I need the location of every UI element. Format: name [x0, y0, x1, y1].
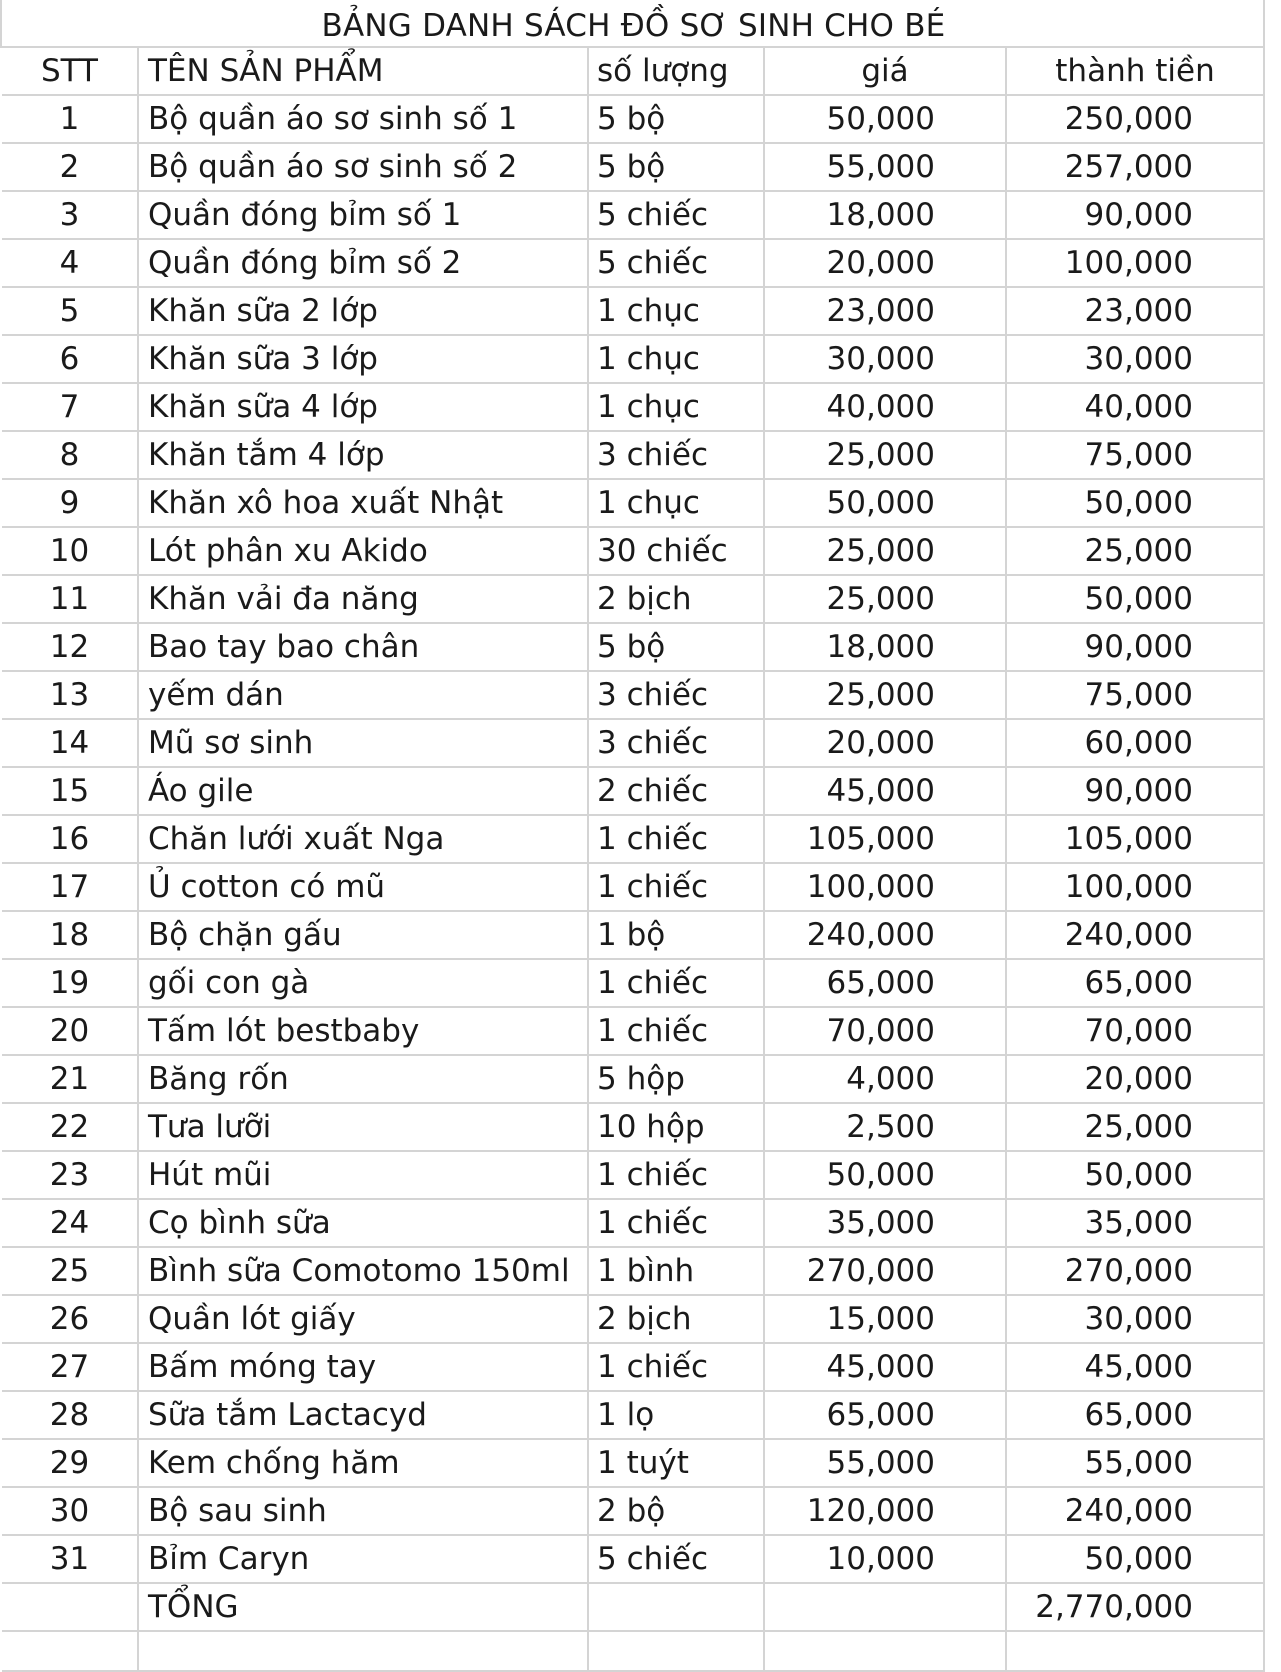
- cell-price[interactable]: 70,000: [764, 1007, 1006, 1055]
- cell-quantity[interactable]: 2 bịch: [588, 575, 764, 623]
- cell-price[interactable]: 45,000: [764, 1343, 1006, 1391]
- cell-total[interactable]: 45,000: [1006, 1343, 1264, 1391]
- cell-price[interactable]: 65,000: [764, 959, 1006, 1007]
- cell-quantity[interactable]: 1 chục: [588, 383, 764, 431]
- grand-total[interactable]: 2,770,000: [1006, 1583, 1264, 1631]
- cell-total[interactable]: 50,000: [1006, 479, 1264, 527]
- cell-price[interactable]: 65,000: [764, 1391, 1006, 1439]
- cell-quantity[interactable]: 10 hộp: [588, 1103, 764, 1151]
- cell-quantity[interactable]: 3 chiếc: [588, 719, 764, 767]
- cell-quantity[interactable]: 1 chục: [588, 479, 764, 527]
- cell-empty[interactable]: [2, 1583, 138, 1631]
- cell-price[interactable]: 10,000: [764, 1535, 1006, 1583]
- cell-product-name[interactable]: Mũ sơ sinh: [138, 719, 588, 767]
- cell-quantity[interactable]: 5 chiếc: [588, 1535, 764, 1583]
- table-row: [2, 527, 1264, 575]
- table-row: [2, 143, 1264, 191]
- cell-quantity[interactable]: 2 bộ: [588, 1487, 764, 1535]
- cell-price[interactable]: 40,000: [764, 383, 1006, 431]
- cell-price[interactable]: 15,000: [764, 1295, 1006, 1343]
- cell-product-name[interactable]: Tấm lót bestbaby: [138, 1007, 588, 1055]
- cell-total[interactable]: 240,000: [1006, 1487, 1264, 1535]
- cell-empty[interactable]: [588, 1583, 764, 1631]
- cell-quantity[interactable]: 1 chục: [588, 287, 764, 335]
- table-row: [2, 479, 1264, 527]
- header-total[interactable]: thành tiền: [1006, 48, 1264, 95]
- cell-stt[interactable]: 27: [2, 1343, 138, 1391]
- table-row: [2, 1055, 1264, 1103]
- cell-stt[interactable]: 25: [2, 1247, 138, 1295]
- cell-total[interactable]: 50,000: [1006, 1535, 1264, 1583]
- cell-price[interactable]: 45,000: [764, 767, 1006, 815]
- cell-product-name[interactable]: yếm dán: [138, 671, 588, 719]
- cell-product-name[interactable]: Áo gile: [138, 767, 588, 815]
- cell-total[interactable]: 65,000: [1006, 1391, 1264, 1439]
- cell-price[interactable]: 4,000: [764, 1055, 1006, 1103]
- cell-quantity[interactable]: 1 chiếc: [588, 815, 764, 863]
- table-row: [2, 287, 1264, 335]
- cell-total[interactable]: 50,000: [1006, 1151, 1264, 1199]
- cell-product-name[interactable]: Bình sữa Comotomo 150ml: [138, 1247, 588, 1295]
- cell-stt[interactable]: 8: [2, 431, 138, 479]
- cell-product-name[interactable]: Băng rốn: [138, 1055, 588, 1103]
- cell-product-name[interactable]: Tưa lưỡi: [138, 1103, 588, 1151]
- cell-quantity[interactable]: 1 tuýt: [588, 1439, 764, 1487]
- cell-product-name[interactable]: Khăn tắm 4 lớp: [138, 431, 588, 479]
- table-row: [2, 671, 1264, 719]
- cell-quantity[interactable]: 1 chiếc: [588, 1343, 764, 1391]
- cell-product-name[interactable]: Quần lót giấy: [138, 1295, 588, 1343]
- cell-stt[interactable]: 12: [2, 623, 138, 671]
- cell-price[interactable]: 55,000: [764, 1439, 1006, 1487]
- cell-price[interactable]: 18,000: [764, 191, 1006, 239]
- table-row: [2, 191, 1264, 239]
- cell-price[interactable]: 55,000: [764, 143, 1006, 191]
- cell-total[interactable]: 270,000: [1006, 1247, 1264, 1295]
- cell-quantity[interactable]: 1 chiếc: [588, 1199, 764, 1247]
- cell-product-name[interactable]: Bỉm Caryn: [138, 1535, 588, 1583]
- cell-stt[interactable]: 17: [2, 863, 138, 911]
- cell-quantity[interactable]: 1 lọ: [588, 1391, 764, 1439]
- cell-empty[interactable]: [764, 1583, 1006, 1631]
- cell-quantity[interactable]: 30 chiếc: [588, 527, 764, 575]
- cell-total[interactable]: 40,000: [1006, 383, 1264, 431]
- table-row: [2, 1103, 1264, 1151]
- cell-product-name[interactable]: Quần đóng bỉm số 2: [138, 239, 588, 287]
- table-row: [2, 431, 1264, 479]
- cell-price[interactable]: 30,000: [764, 335, 1006, 383]
- cell-total[interactable]: 25,000: [1006, 527, 1264, 575]
- cell-total[interactable]: 65,000: [1006, 959, 1264, 1007]
- cell-price[interactable]: 50,000: [764, 1151, 1006, 1199]
- cell-stt[interactable]: 29: [2, 1439, 138, 1487]
- cell-product-name[interactable]: Cọ bình sữa: [138, 1199, 588, 1247]
- cell-quantity[interactable]: 5 bộ: [588, 95, 764, 143]
- cell-stt[interactable]: 14: [2, 719, 138, 767]
- cell-total[interactable]: 250,000: [1006, 95, 1264, 143]
- cell-product-name[interactable]: Hút mũi: [138, 1151, 588, 1199]
- cell-stt[interactable]: 2: [2, 143, 138, 191]
- cell-price[interactable]: 25,000: [764, 575, 1006, 623]
- cell-total[interactable]: 20,000: [1006, 1055, 1264, 1103]
- cell-price[interactable]: 25,000: [764, 527, 1006, 575]
- cell-price[interactable]: 240,000: [764, 911, 1006, 959]
- table-row: [2, 1439, 1264, 1487]
- table-row: [2, 1343, 1264, 1391]
- table-row: [2, 959, 1264, 1007]
- cell-quantity[interactable]: 1 chiếc: [588, 1007, 764, 1055]
- cell-product-name[interactable]: Bộ sau sinh: [138, 1487, 588, 1535]
- cell-total[interactable]: 100,000: [1006, 863, 1264, 911]
- cell-price[interactable]: 120,000: [764, 1487, 1006, 1535]
- table-row: [2, 911, 1264, 959]
- empty-row: [2, 1631, 1264, 1671]
- cell-product-name[interactable]: Bộ quần áo sơ sinh số 2: [138, 143, 588, 191]
- cell-stt[interactable]: 30: [2, 1487, 138, 1535]
- cell-total[interactable]: 30,000: [1006, 1295, 1264, 1343]
- cell-stt[interactable]: 18: [2, 911, 138, 959]
- cell-stt[interactable]: 6: [2, 335, 138, 383]
- cell-price[interactable]: 270,000: [764, 1247, 1006, 1295]
- cell-product-name[interactable]: Khăn sữa 4 lớp: [138, 383, 588, 431]
- cell-price[interactable]: 50,000: [764, 95, 1006, 143]
- total-label[interactable]: TỔNG: [138, 1583, 588, 1631]
- cell-total[interactable]: 75,000: [1006, 431, 1264, 479]
- cell-quantity[interactable]: 3 chiếc: [588, 671, 764, 719]
- cell-product-name[interactable]: Khăn xô hoa xuất Nhật: [138, 479, 588, 527]
- cell-stt[interactable]: 16: [2, 815, 138, 863]
- table-row: [2, 1535, 1264, 1583]
- cell-total[interactable]: 23,000: [1006, 287, 1264, 335]
- table-row: [2, 1151, 1264, 1199]
- table-row: [2, 1391, 1264, 1439]
- cell-price[interactable]: 50,000: [764, 479, 1006, 527]
- cell-empty[interactable]: [2, 1631, 138, 1671]
- cell-stt[interactable]: 24: [2, 1199, 138, 1247]
- header-price[interactable]: giá: [764, 48, 1006, 95]
- cell-quantity[interactable]: 1 chiếc: [588, 1151, 764, 1199]
- cell-stt[interactable]: 26: [2, 1295, 138, 1343]
- table-row: [2, 1007, 1264, 1055]
- cell-product-name[interactable]: Bộ chặn gấu: [138, 911, 588, 959]
- cell-stt[interactable]: 15: [2, 767, 138, 815]
- cell-total[interactable]: 257,000: [1006, 143, 1264, 191]
- cell-total[interactable]: 240,000: [1006, 911, 1264, 959]
- cell-product-name[interactable]: Bấm móng tay: [138, 1343, 588, 1391]
- cell-stt[interactable]: 23: [2, 1151, 138, 1199]
- cell-total[interactable]: 100,000: [1006, 239, 1264, 287]
- cell-stt[interactable]: 5: [2, 287, 138, 335]
- cell-price[interactable]: 35,000: [764, 1199, 1006, 1247]
- cell-total[interactable]: 30,000: [1006, 335, 1264, 383]
- header-stt[interactable]: STT: [2, 48, 138, 95]
- cell-product-name[interactable]: Kem chống hăm: [138, 1439, 588, 1487]
- cell-product-name[interactable]: Ủ cotton có mũ: [138, 863, 588, 911]
- cell-quantity[interactable]: 5 bộ: [588, 143, 764, 191]
- table-row: [2, 719, 1264, 767]
- total-row: [2, 1583, 1264, 1631]
- cell-total[interactable]: 75,000: [1006, 671, 1264, 719]
- cell-stt[interactable]: 13: [2, 671, 138, 719]
- cell-stt[interactable]: 1: [2, 95, 138, 143]
- cell-stt[interactable]: 22: [2, 1103, 138, 1151]
- cell-stt[interactable]: 20: [2, 1007, 138, 1055]
- cell-total[interactable]: 90,000: [1006, 767, 1264, 815]
- product-table: [2, 48, 1265, 1672]
- cell-total[interactable]: 105,000: [1006, 815, 1264, 863]
- table-row: [2, 383, 1264, 431]
- cell-stt[interactable]: 21: [2, 1055, 138, 1103]
- cell-price[interactable]: 20,000: [764, 719, 1006, 767]
- cell-product-name[interactable]: Khăn sữa 2 lớp: [138, 287, 588, 335]
- cell-empty[interactable]: [138, 1631, 588, 1671]
- cell-price[interactable]: 25,000: [764, 431, 1006, 479]
- cell-total[interactable]: 90,000: [1006, 191, 1264, 239]
- cell-quantity[interactable]: 5 hộp: [588, 1055, 764, 1103]
- cell-quantity[interactable]: 1 chục: [588, 335, 764, 383]
- table-row: [2, 863, 1264, 911]
- table-row: [2, 95, 1264, 143]
- cell-price[interactable]: 18,000: [764, 623, 1006, 671]
- cell-quantity[interactable]: 1 chiếc: [588, 959, 764, 1007]
- cell-price[interactable]: 105,000: [764, 815, 1006, 863]
- cell-product-name[interactable]: Khăn vải đa năng: [138, 575, 588, 623]
- cell-stt[interactable]: 11: [2, 575, 138, 623]
- cell-total[interactable]: 50,000: [1006, 575, 1264, 623]
- cell-stt[interactable]: 4: [2, 239, 138, 287]
- cell-stt[interactable]: 28: [2, 1391, 138, 1439]
- header-product-name[interactable]: TÊN SẢN PHẨM: [138, 48, 588, 95]
- table-row: [2, 335, 1264, 383]
- cell-price[interactable]: 20,000: [764, 239, 1006, 287]
- table-row: [2, 1199, 1264, 1247]
- spare-column[interactable]: [1263, 0, 1281, 1653]
- cell-price[interactable]: 23,000: [764, 287, 1006, 335]
- cell-stt[interactable]: 3: [2, 191, 138, 239]
- cell-stt[interactable]: 19: [2, 959, 138, 1007]
- cell-quantity[interactable]: 1 bộ: [588, 911, 764, 959]
- cell-product-name[interactable]: Bao tay bao chân: [138, 623, 588, 671]
- cell-quantity[interactable]: 5 chiếc: [588, 239, 764, 287]
- table-row: [2, 815, 1264, 863]
- cell-empty[interactable]: [1006, 1631, 1264, 1671]
- table-row: [2, 767, 1264, 815]
- cell-quantity[interactable]: 2 chiếc: [588, 767, 764, 815]
- cell-product-name[interactable]: Sữa tắm Lactacyd: [138, 1391, 588, 1439]
- table-row: [2, 575, 1264, 623]
- cell-quantity[interactable]: 1 bình: [588, 1247, 764, 1295]
- table-row: [2, 239, 1264, 287]
- cell-quantity[interactable]: 5 bộ: [588, 623, 764, 671]
- cell-quantity[interactable]: 1 chiếc: [588, 863, 764, 911]
- cell-total[interactable]: 25,000: [1006, 1103, 1264, 1151]
- cell-price[interactable]: 25,000: [764, 671, 1006, 719]
- cell-quantity[interactable]: 3 chiếc: [588, 431, 764, 479]
- cell-total[interactable]: 60,000: [1006, 719, 1264, 767]
- cell-stt[interactable]: 31: [2, 1535, 138, 1583]
- cell-total[interactable]: 55,000: [1006, 1439, 1264, 1487]
- cell-total[interactable]: 35,000: [1006, 1199, 1264, 1247]
- sheet-title[interactable]: BẢNG DANH SÁCH ĐỒ SƠ SINH CHO BÉ: [0, 0, 1265, 48]
- cell-price[interactable]: 100,000: [764, 863, 1006, 911]
- cell-empty[interactable]: [764, 1631, 1006, 1671]
- cell-stt[interactable]: 7: [2, 383, 138, 431]
- header-quantity[interactable]: số lượng: [588, 48, 764, 95]
- cell-product-name[interactable]: Bộ quần áo sơ sinh số 1: [138, 95, 588, 143]
- cell-product-name[interactable]: Lót phân xu Akido: [138, 527, 588, 575]
- cell-price[interactable]: 2,500: [764, 1103, 1006, 1151]
- cell-stt[interactable]: 10: [2, 527, 138, 575]
- cell-product-name[interactable]: Khăn sữa 3 lớp: [138, 335, 588, 383]
- table-row: [2, 623, 1264, 671]
- header-row: [2, 48, 1264, 95]
- table-row: [2, 1487, 1264, 1535]
- table-row: [2, 1295, 1264, 1343]
- cell-product-name[interactable]: Quần đóng bỉm số 1: [138, 191, 588, 239]
- cell-quantity[interactable]: 5 chiếc: [588, 191, 764, 239]
- cell-product-name[interactable]: gối con gà: [138, 959, 588, 1007]
- cell-stt[interactable]: 9: [2, 479, 138, 527]
- cell-quantity[interactable]: 2 bịch: [588, 1295, 764, 1343]
- cell-product-name[interactable]: Chăn lưới xuất Nga: [138, 815, 588, 863]
- cell-total[interactable]: 70,000: [1006, 1007, 1264, 1055]
- table-row: [2, 1247, 1264, 1295]
- cell-total[interactable]: 90,000: [1006, 623, 1264, 671]
- cell-empty[interactable]: [588, 1631, 764, 1671]
